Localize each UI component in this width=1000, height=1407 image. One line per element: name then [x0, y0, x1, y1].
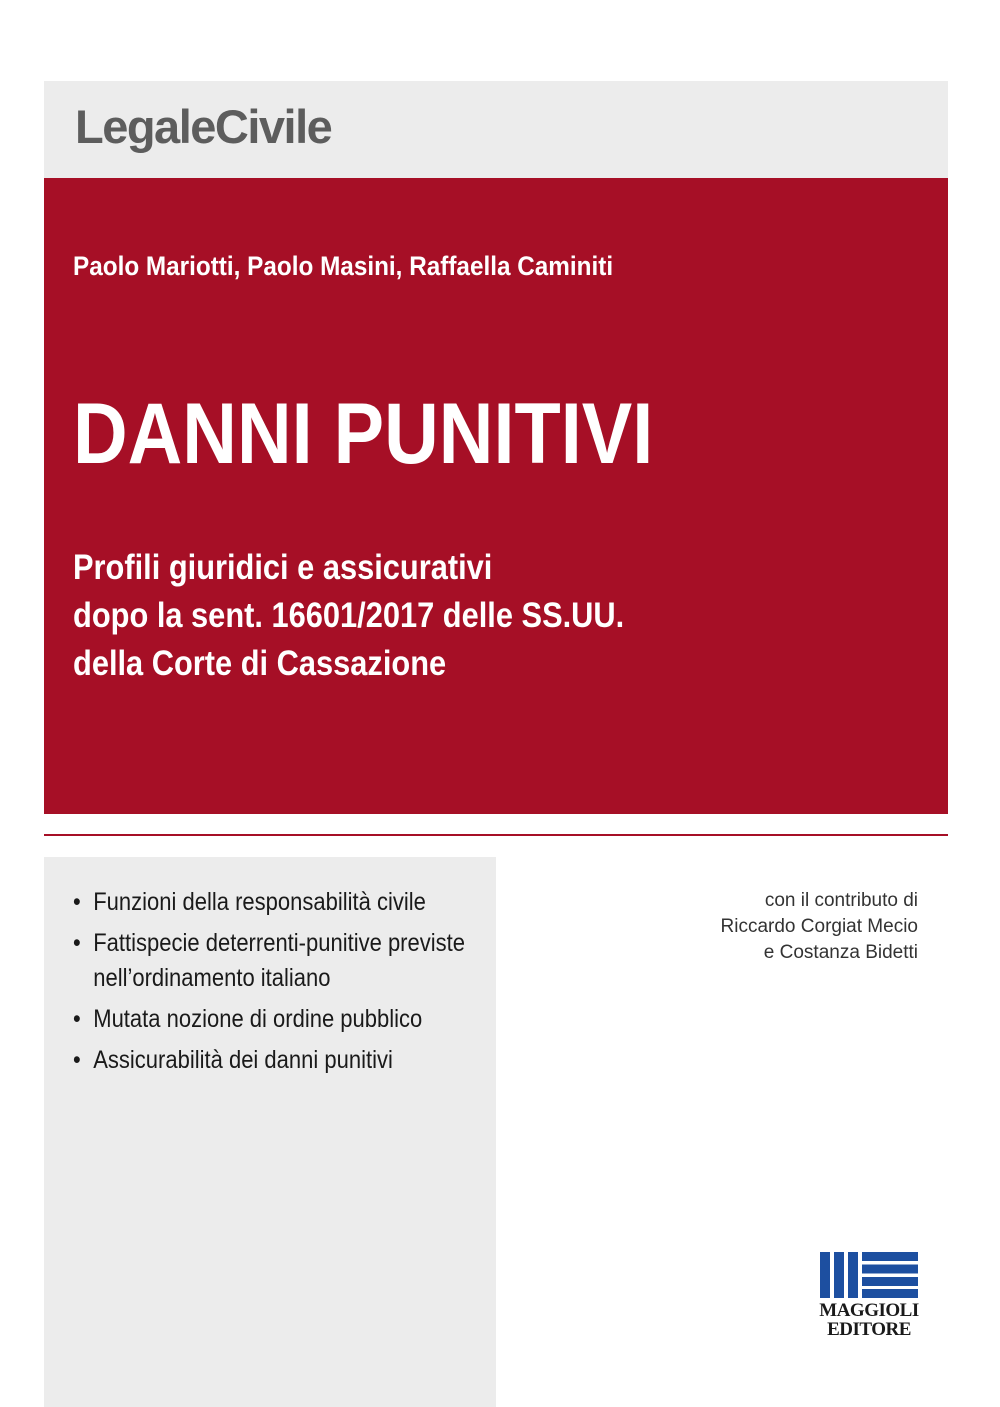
topic-item [73, 1043, 451, 1078]
topic-item-continuation [73, 961, 451, 996]
topic-text: Funzioni della responsabilità civile [93, 888, 426, 916]
series-name: LegaleCivile [75, 100, 332, 153]
divider-line [44, 834, 948, 836]
series-band [44, 81, 948, 178]
topics-panel [44, 857, 496, 1407]
title-panel [44, 178, 948, 814]
topic-text: nell’ordinamento italiano [93, 964, 331, 992]
topic-text: Fattispecie deterrenti-punitive previste [93, 929, 465, 957]
maggioli-logo-icon [820, 1252, 918, 1298]
publisher-logo [817, 1252, 921, 1342]
publisher-subname: EDITORE [827, 1319, 911, 1340]
publisher-name: MAGGIOLI [819, 1300, 919, 1321]
topic-text: Mutata nozione di ordine pubblico [93, 1005, 423, 1033]
book-subtitle [73, 544, 624, 688]
topics-list [73, 885, 503, 1084]
topic-item [73, 926, 465, 961]
topic-item [73, 1002, 451, 1037]
contribution-line: con il contributo di [764, 890, 918, 911]
subtitle-line: della Corte di Cassazione [73, 644, 447, 683]
topic-item [73, 885, 451, 920]
subtitle-line: dopo la sent. 16601/2017 delle SS.UU. [73, 596, 625, 635]
contribution-note [721, 888, 918, 966]
contribution-line: e Costanza Bidetti [763, 942, 918, 963]
contribution-line: Riccardo Corgiat Mecio [720, 916, 918, 937]
book-title: DANNI PUNITIVI [73, 386, 654, 482]
authors: Paolo Mariotti, Paolo Masini, Raffaella Caminiti [73, 251, 614, 281]
bullet-icon: • [73, 929, 81, 957]
bullet-icon: • [73, 888, 81, 916]
bullet-icon: • [73, 1005, 81, 1033]
subtitle-line: Profili giuridici e assicurativi [73, 548, 493, 587]
bullet-icon: • [73, 1046, 81, 1074]
topic-text: Assicurabilità dei danni punitivi [93, 1046, 393, 1074]
